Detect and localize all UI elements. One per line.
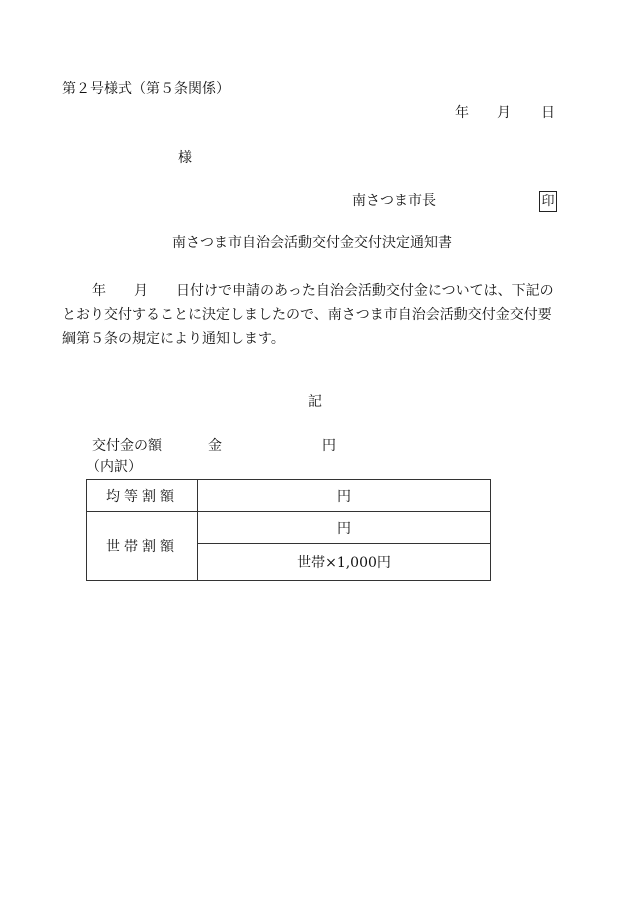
equal-share-value: 円: [198, 480, 491, 512]
date-day: 日: [541, 105, 555, 121]
breakdown-table: [86, 479, 491, 581]
body-line-1: 年 月 日付けで申請のあった自治会活動交付金については、下記の: [92, 283, 554, 299]
grant-unit: 円: [322, 438, 336, 454]
table-row-household-share: [87, 512, 491, 544]
seal-mark: 印: [539, 191, 557, 212]
grant-prefix: 金: [208, 438, 222, 454]
date-month: 月: [497, 105, 511, 121]
household-share-label: 世帯割額: [87, 512, 198, 581]
table-row-equal-share: [87, 480, 491, 512]
date-year: 年: [455, 105, 469, 121]
addressee-suffix: 様: [178, 150, 192, 166]
grant-label: 交付金の額: [92, 438, 162, 454]
body-paragraph: [62, 279, 582, 351]
issuer-name: 南さつま市長: [352, 193, 436, 209]
equal-share-label: 均等割額: [87, 480, 198, 512]
ki-heading: 記: [308, 394, 322, 410]
breakdown-label: （内訳）: [86, 459, 142, 475]
body-line-2: とおり交付することに決定しましたので、南さつま市自治会活動交付金交付要: [62, 307, 552, 323]
household-detail: 世帯×1,000円: [198, 544, 491, 581]
household-share-value: 円: [198, 512, 491, 544]
body-line-3: 綱第５条の規定により通知します。: [62, 331, 285, 347]
form-number: 第２号様式（第５条関係）: [62, 81, 230, 97]
document-title: 南さつま市自治会活動交付金交付決定通知書: [172, 235, 452, 251]
